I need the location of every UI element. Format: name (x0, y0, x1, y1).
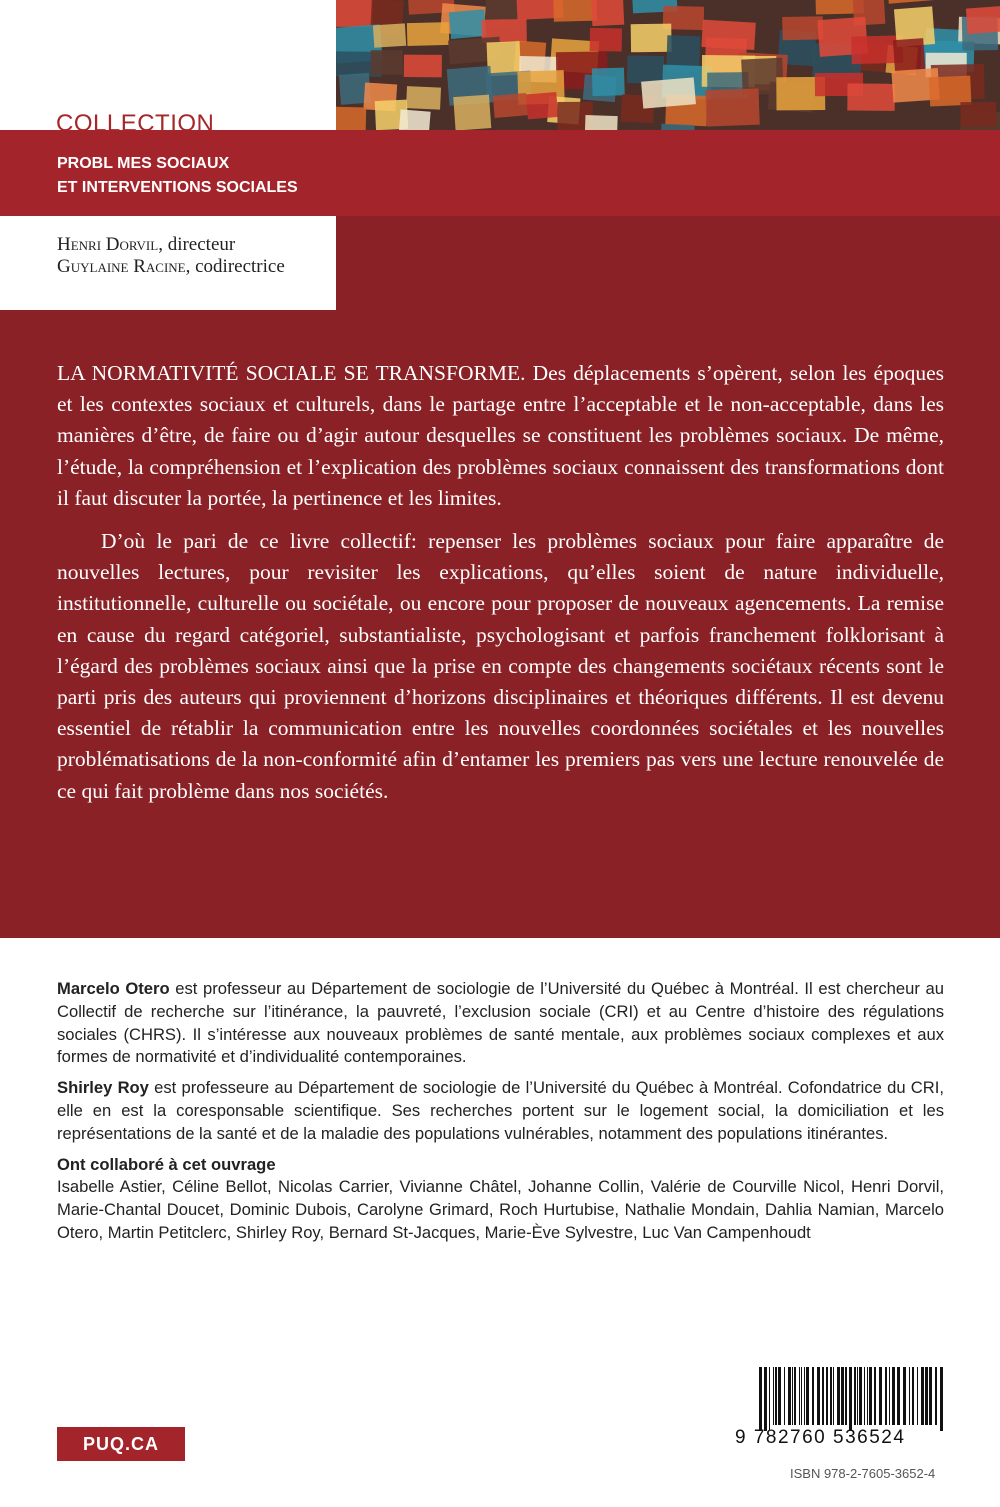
barcode-bar (775, 1367, 777, 1425)
series-title: PROBL MES SOCIAUX ET INTERVENTIONS SOCIALES (57, 155, 298, 196)
paint-patch (641, 77, 696, 108)
paint-patch (847, 83, 895, 111)
barcode-bar (837, 1367, 840, 1425)
blurb-paragraph-1: LA NORMATIVITÉ SOCIALE SE TRANSFORME. Des déplacements s’opèrent, selon les époques et les contextes sociaux et culturels, dans le partage entre l’acceptable et le non-acceptable, dans les manières d’être, de faire ou d’agir autour desquelles se constituent les problèmes sociaux. De même, l’étude, la compréhension et l’explication des problèmes sociaux connaissent des transformations dont il faut discuter la portée, la pertinence et les limites. (57, 361, 944, 510)
cover-painting (336, 0, 1000, 130)
paint-patch (627, 55, 664, 83)
barcode-bar (759, 1367, 762, 1431)
barcode-bar (773, 1367, 774, 1425)
paint-patch (782, 16, 823, 40)
paint-patch (929, 76, 971, 107)
barcode-bar (897, 1367, 900, 1425)
paint-patch (406, 86, 441, 110)
barcode-bar (889, 1367, 890, 1425)
collection-label: COLLECTION (56, 110, 215, 137)
editor-codirector: Guylaine Racine, codirectrice (57, 256, 285, 277)
paint-patch (373, 23, 406, 47)
barcode-bar (784, 1367, 785, 1425)
blurb-lead: LA NORMATIVITÉ SOCIALE SE TRANSFORME. (57, 361, 526, 385)
paint-patch (336, 0, 373, 27)
barcode-bar (845, 1367, 847, 1425)
collaborators: Ont collaboré à cet ouvrage Isabelle Astier, Céline Bellot, Nicolas Carrier, Vivianne Châtel, Johanne Collin, Valérie de Courville Nicol, Henri Dorvil, Marie-Chantal Doucet, Dominic Dubois, Carolyne Grimard, Roch Hurtubise, Nathalie Mondain, Dahlia Namian, Marcelo Otero, Martin Petitclerc, Shirley Roy, Bernard St-Jacques, Marie-Ève Sylvestre, Luc Van Campenhoudt (57, 1154, 944, 1242)
barcode-bar (864, 1367, 865, 1425)
barcode-bar (857, 1367, 858, 1425)
barcode-bar (826, 1367, 828, 1425)
barcode-bar (921, 1367, 924, 1425)
barcode-bar (867, 1367, 868, 1425)
barcode (735, 1367, 950, 1477)
barcode-bar (892, 1367, 895, 1425)
barcode-bar (812, 1367, 814, 1425)
barcode-bar (854, 1367, 856, 1425)
paint-patch (887, 0, 935, 4)
isbn: ISBN 978-2-7605-3652-4 (790, 1466, 936, 1481)
paint-patch (336, 107, 366, 130)
barcode-bar (885, 1367, 887, 1425)
paint-patch (371, 50, 403, 75)
paint-patch (493, 93, 528, 118)
paint-patch (966, 6, 1000, 34)
paint-patch (453, 95, 491, 130)
barcode-bar (804, 1367, 805, 1425)
barcode-bar (869, 1367, 872, 1425)
paint-patch (553, 0, 597, 22)
paint-patch (584, 115, 617, 130)
blurb-paragraph-2: D’où le pari de ce livre collectif: repenser les problèmes sociaux pour faire apparaître de nouvelles lectures, pour revisiter les explications, qu’elles soient de nature individuelle, institutionnelle, culturelle ou sociétale, ou encore pour proposer de nouveaux agencements. La remise en cause du regard catégoriel, substantialiste, psychologisant et parfois franchement folklorisant à l’égard des problèmes sociaux ainsi que la prise en compte des changements sociétaux récents sont le parti pris des auteurs qui proviennent d’horizons disciplinaires et théoriques différents. Il est devenu essentiel de rétablir la communication entre les nouvelles coordonnées sociétales et les nouvelles problématisations de la non-conformité afin d’entamer les premiers pas vers une lecture renouvelée de ce qui fait problème dans nos sociétés. (57, 529, 944, 803)
paint-patch (487, 41, 521, 76)
editor-director: Henri Dorvil, directeur (57, 234, 236, 255)
paint-patch (398, 109, 431, 130)
barcode-bar (794, 1367, 796, 1425)
paint-patch (631, 24, 672, 53)
barcode-bar (806, 1367, 809, 1425)
barcode-bar (792, 1367, 793, 1425)
barcode-bar (801, 1367, 802, 1425)
paint-patch (591, 0, 625, 26)
barcode-bar (940, 1367, 943, 1431)
barcode-bar (929, 1367, 932, 1425)
barcode-bar (817, 1367, 820, 1425)
barcode-bar (935, 1367, 937, 1425)
barcode-bar (830, 1367, 832, 1425)
barcode-digits: 9 782760 536524 (735, 1427, 906, 1448)
paint-patch (592, 68, 625, 97)
barcode-bar (874, 1367, 876, 1425)
publisher-link[interactable]: PUQ.CA (57, 1427, 185, 1461)
barcode-bar (879, 1367, 882, 1425)
paint-patch (404, 55, 442, 78)
author-bio-otero: Marcelo Otero est professeur au Département de sociologie de l’Université du Québec à Montréal. Il est chercheur au Collectif de recherche sur l’itinérance, la pauvreté, l’exclusion sociale (CRI) et au Centre d’histoire des régulations sociales (CHRS). Il s’intéresse aux nouveaux problèmes de santé mentale, aux problèmes sociaux complexes et aux formes de normativité et d’individualité contemporaines. (57, 979, 944, 1067)
barcode-bar (849, 1367, 852, 1431)
barcode-bar (778, 1367, 781, 1425)
barcode-bar (764, 1367, 767, 1431)
barcode-bar (917, 1367, 918, 1425)
editors (57, 234, 285, 278)
paint-patch (407, 22, 449, 46)
blurb-text (57, 358, 944, 819)
barcode-bar (841, 1367, 844, 1425)
paint-patch (705, 88, 759, 126)
author-section (57, 978, 944, 1253)
paint-patch (449, 9, 487, 39)
barcode-bar (925, 1367, 928, 1425)
barcode-bar (799, 1367, 800, 1425)
barcode-bar (788, 1367, 791, 1425)
barcode-bar (859, 1367, 862, 1425)
barcode-bar (833, 1367, 834, 1425)
author-bio-roy: Shirley Roy est professeure au Département de sociologie de l’Université du Québec à Montréal. Cofondatrice du CRI, elle en est la coresponsable scientifique. Ses recherches portent sur le logement social, la domiciliation et les représentations de la santé et de la maladie des populations vulnérables, notamment des populations itinérantes. (57, 1078, 944, 1143)
paint-patch (526, 92, 558, 119)
paint-patch (590, 28, 622, 52)
barcode-bar (769, 1367, 770, 1431)
barcode-bar (909, 1367, 910, 1425)
paint-patch (960, 102, 996, 127)
barcode-bar (822, 1367, 824, 1425)
barcode-bars (757, 1367, 947, 1431)
barcode-bar (912, 1367, 914, 1425)
barcode-bar (903, 1367, 906, 1425)
